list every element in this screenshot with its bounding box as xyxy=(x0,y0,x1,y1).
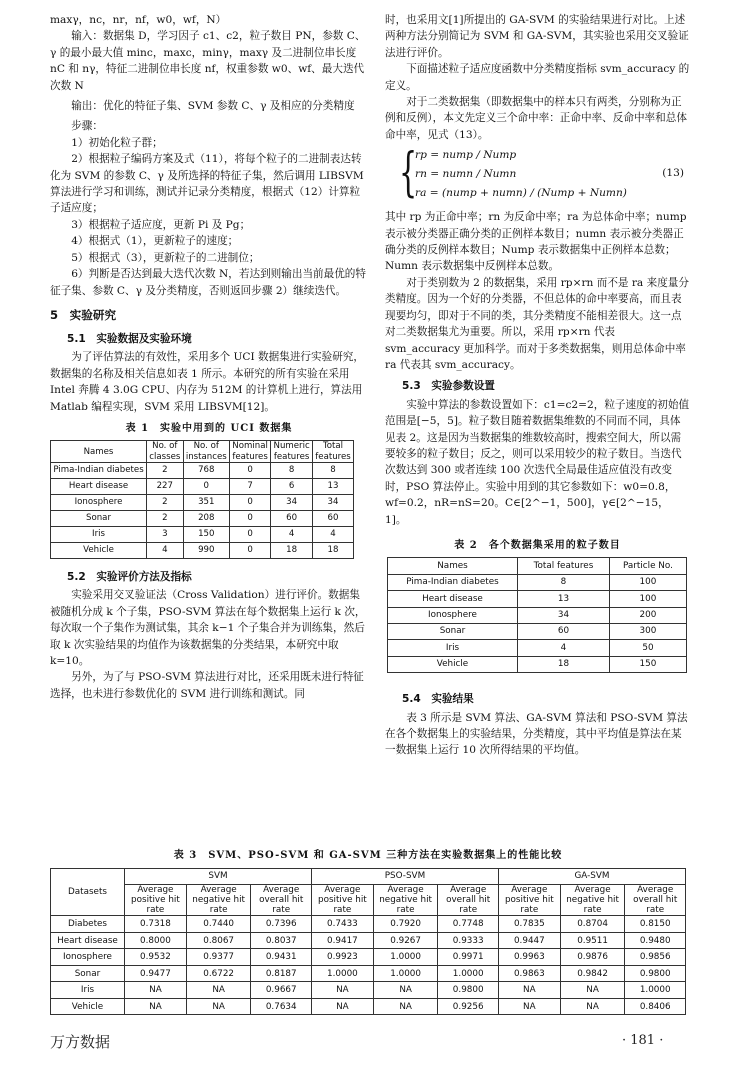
table-subheader-cell: Average positive hit rate xyxy=(125,885,187,916)
table-cell: 18 xyxy=(518,656,610,672)
table-cell: Vehicle xyxy=(51,543,147,559)
table-cell: 0.9417 xyxy=(311,932,373,949)
table-row xyxy=(51,527,354,543)
table-cell: 50 xyxy=(609,640,686,656)
table-cell: NA xyxy=(311,998,373,1015)
table-subheader-cell: Average negative hit rate xyxy=(560,885,625,916)
table-cell: 0 xyxy=(229,495,270,511)
paragraph: 实验采用交叉验证法（Cross Validation）进行评价。数据集被随机分成 k 个子集，PSO-SVM 算法在每个数据集上运行 k 次，每次取一个子集作为测试集，其余 k−1 个子集合并为训练集，然后取 k 次实验结果的均值作为该数据集的分类结果，本研究中取 k=10。 xyxy=(50,589,366,668)
table-cell: Iris xyxy=(51,982,125,999)
table-cell: Iris xyxy=(388,640,518,656)
table-row xyxy=(51,511,354,527)
table-cell: 0.7920 xyxy=(373,916,438,933)
table-cell: 60 xyxy=(313,511,354,527)
table-cell: Ionosphere xyxy=(51,949,125,966)
table-group-row xyxy=(51,868,686,885)
publisher-footer: 万方数据 xyxy=(50,1033,111,1051)
table2 xyxy=(387,557,687,673)
step-item: 2）根据粒子编码方案及式（11），将每个粒子的二进制表达转化为 SVM 的参数 C、γ 及所选择的特征子集，然后调用 LIBSVM 算法进行学习和训练，测试并记录分类精度，根据式（12）计算粒子适应度； xyxy=(50,153,364,215)
steps-label: 步骤： xyxy=(71,120,103,133)
subsection-heading: 5.2 实验评价方法及指标 xyxy=(66,571,192,584)
table1-caption: 表 1 实验中用到的 UCI 数据集 xyxy=(125,422,293,434)
table-cell: 0.9863 xyxy=(498,965,560,982)
subsection-heading: 5.1 实验数据及实验环境 xyxy=(66,332,192,345)
table-cell: 6 xyxy=(271,479,313,495)
paragraph: 下面描述粒子适应度函数中分类精度指标 svm_accuracy 的定义。 xyxy=(385,63,690,92)
text-line: maxγ，nc，nr，nf，w0，wf，N） xyxy=(50,14,227,26)
table-cell: Sonar xyxy=(388,624,518,640)
table-subheader-row xyxy=(51,885,686,916)
subsection-heading: 5.3 实验参数设置 xyxy=(401,380,495,393)
table-cell: 34 xyxy=(271,495,313,511)
table-cell: 0.7835 xyxy=(498,916,560,933)
table-cell: 0.9971 xyxy=(438,949,499,966)
table-cell: 2 xyxy=(147,495,184,511)
table-cell: 3 xyxy=(147,527,184,543)
table3-caption: 表 3 SVM、PSO-SVM 和 GA-SVM 三种方法在实验数据集上的性能比较 xyxy=(173,850,563,861)
equation-line: ra = (nump + numn) / (Nump + Numn) xyxy=(415,187,627,200)
table-header-cell: Names xyxy=(388,558,518,574)
table-cell: 0 xyxy=(229,463,270,479)
table-cell: 0.9800 xyxy=(438,982,499,999)
equation-line: rn = numn / Numn xyxy=(415,168,517,181)
table-cell: Ionosphere xyxy=(388,607,518,623)
table-cell: 0.9856 xyxy=(625,949,686,966)
table-header-cell: Numeric features xyxy=(271,441,313,463)
input-paragraph: 输入：数据集 D，学习因子 c1、c2，粒子数目 PN，参数 C、γ 的最小最大值 minc，maxc，minγ，maxγ 及二进制位串长度 nC 和 nγ，特征二进制位串长度 nf，权重参数 w0、wf、最大迭代次数 N xyxy=(50,30,366,92)
table-cell: Heart disease xyxy=(388,591,518,607)
paragraph: 实验中算法的参数设置如下：c1=c2=2，粒子速度的初始值范围是[−5，5]。粒子数目随着数据集维数的不同而不同，具体见表 2。这是因为当数据集的维数较高时，搜索空间大，所以需要较多的粒子数目；反之，则可以采用较少的粒子数目。当迭代次数达到 300 或者连续 100 次迭代全局最佳适应值没有改变时，PSO 算法停止。实验中用到的其它参数如下：w0=0.8，wf=0.2，nR=nS=20。C∈[2^−1，500]，γ∈[2^−15，1]。 xyxy=(385,398,690,526)
step-item: 4）根据式（1），更新粒子的速度； xyxy=(71,235,239,248)
table-cell: NA xyxy=(373,998,438,1015)
brace-symbol: { xyxy=(399,143,418,204)
table-cell: Vehicle xyxy=(51,998,125,1015)
table-cell: 4 xyxy=(147,543,184,559)
table-cell: 7 xyxy=(229,479,270,495)
table-cell: 0.9377 xyxy=(186,949,251,966)
table-cell: 1.0000 xyxy=(373,949,438,966)
table-subheader-cell: Average positive hit rate xyxy=(498,885,560,916)
table-cell: Vehicle xyxy=(388,656,518,672)
table-cell: 13 xyxy=(518,591,610,607)
table-cell: 0.9431 xyxy=(251,949,312,966)
table-cell: 0.9333 xyxy=(438,932,499,949)
table-cell: 60 xyxy=(271,511,313,527)
table-row xyxy=(51,982,686,999)
table-header-cell: Nominal features xyxy=(229,441,270,463)
equation-line: rp = nump / Nump xyxy=(415,149,517,162)
table-cell: 60 xyxy=(518,624,610,640)
table-row xyxy=(51,949,686,966)
table-cell: 208 xyxy=(183,511,229,527)
table-row xyxy=(51,479,354,495)
table-subheader-cell: Average negative hit rate xyxy=(186,885,251,916)
table-cell: 300 xyxy=(609,624,686,640)
table-subheader-cell: Average positive hit rate xyxy=(311,885,373,916)
table-cell: Sonar xyxy=(51,511,147,527)
table-subheader-cell: Average overall hit rate xyxy=(251,885,312,916)
table-cell: 34 xyxy=(313,495,354,511)
table-row xyxy=(388,624,687,640)
table-cell: 150 xyxy=(609,656,686,672)
step-item: 3）根据粒子适应度，更新 Pi 及 Pg； xyxy=(71,218,251,231)
table-cell: 0.7318 xyxy=(125,916,187,933)
table-cell: 0.8704 xyxy=(560,916,625,933)
table3 xyxy=(50,868,686,1016)
table-group-header: PSO-SVM xyxy=(311,868,498,885)
table-header-cell: Names xyxy=(51,441,147,463)
table-row xyxy=(388,640,687,656)
table-cell: 0.9876 xyxy=(560,949,625,966)
table-cell: 13 xyxy=(313,479,354,495)
table-cell: 0.6722 xyxy=(186,965,251,982)
table-cell: 0.9511 xyxy=(560,932,625,949)
table-cell: 0.9532 xyxy=(125,949,187,966)
table-cell: 18 xyxy=(313,543,354,559)
table-cell: 18 xyxy=(271,543,313,559)
table-cell: 0.7433 xyxy=(311,916,373,933)
table-cell: 34 xyxy=(518,607,610,623)
table-cell: 2 xyxy=(147,511,184,527)
table-cell: 4 xyxy=(313,527,354,543)
table-cell: NA xyxy=(560,982,625,999)
table-cell: NA xyxy=(125,998,187,1015)
table-group-header: SVM xyxy=(125,868,312,885)
table-row xyxy=(51,463,354,479)
table-cell: 0.8150 xyxy=(625,916,686,933)
table-cell: 0.9267 xyxy=(373,932,438,949)
table-cell: 4 xyxy=(271,527,313,543)
table-cell: Pima-Indian diabetes xyxy=(51,463,147,479)
table-header-cell: No. of instances xyxy=(183,441,229,463)
table-cell: 0.9923 xyxy=(311,949,373,966)
table-cell: 2 xyxy=(147,463,184,479)
table-cell: NA xyxy=(125,982,187,999)
output-paragraph: 输出：优化的特征子集、SVM 参数 C、γ 及相应的分类精度 xyxy=(71,100,355,113)
equation-13 xyxy=(385,145,690,207)
table-row xyxy=(388,607,687,623)
table-cell: 0.9963 xyxy=(498,949,560,966)
table-cell: 0.7748 xyxy=(438,916,499,933)
table3-block xyxy=(50,848,686,1015)
paragraph: 表 3 所示是 SVM 算法、GA-SVM 算法和 PSO-SVM 算法在各个数据集上的实验结果，分类精度，其中平均值是算法在某一数据集上运行 10 次所得结果的平均值。 xyxy=(385,711,688,757)
table-group-header: GA-SVM xyxy=(498,868,685,885)
table-cell: Diabetes xyxy=(51,916,125,933)
page-number: · 181 · xyxy=(622,1033,664,1048)
table-cell: 351 xyxy=(183,495,229,511)
paragraph: 时，也采用文[1]所提出的 GA-SVM 的实验结果进行对比。上述两种方法分别简记为 SVM 和 GA-SVM，其实验也采用交叉验证法进行评价。 xyxy=(385,14,689,59)
table-cell: 4 xyxy=(518,640,610,656)
table-cell: 1.0000 xyxy=(438,965,499,982)
table-row xyxy=(388,656,687,672)
table-subheader-cell: Average overall hit rate xyxy=(438,885,499,916)
table-cell: 0 xyxy=(229,527,270,543)
left-column xyxy=(50,12,368,702)
table-cell: 0.8406 xyxy=(625,998,686,1015)
step-item: 5）根据式（3），更新粒子的二进制位； xyxy=(71,251,260,264)
table-cell: 100 xyxy=(609,574,686,590)
step-item: 1）初始化粒子群； xyxy=(71,136,163,149)
table-subheader-cell: Average overall hit rate xyxy=(625,885,686,916)
table-cell: 0 xyxy=(183,479,229,495)
table-cell: 0.8067 xyxy=(186,932,251,949)
table-cell: Ionosphere xyxy=(51,495,147,511)
table-cell: 0 xyxy=(229,543,270,559)
table-cell: 8 xyxy=(518,574,610,590)
table-cell: 200 xyxy=(609,607,686,623)
table-cell: 100 xyxy=(609,591,686,607)
table-cell: NA xyxy=(186,998,251,1015)
table-cell: 0.7440 xyxy=(186,916,251,933)
table-row xyxy=(51,543,354,559)
table-subheader-cell: Average negative hit rate xyxy=(373,885,438,916)
table-header-cell: No. of classes xyxy=(147,441,184,463)
table-header-cell: Total features xyxy=(313,441,354,463)
section-heading: 5 实验研究 xyxy=(50,307,117,322)
table-cell: Heart disease xyxy=(51,479,147,495)
table-cell: 150 xyxy=(183,527,229,543)
table-cell: 0.7396 xyxy=(251,916,312,933)
table-cell: 8 xyxy=(271,463,313,479)
table-cell: 0.7634 xyxy=(251,998,312,1015)
table-row xyxy=(51,916,686,933)
table1 xyxy=(50,440,354,559)
table-cell: 0.9800 xyxy=(625,965,686,982)
table-cell: 0.9447 xyxy=(498,932,560,949)
table-cell: Sonar xyxy=(51,965,125,982)
table-cell: 8 xyxy=(313,463,354,479)
paragraph: 对于类别数为 2 的数据集，采用 rp×rn 而不是 ra 来度量分类精度。因为一个好的分类器，不但总体的命中率要高，而且表现要均匀，即对于不同的类，其分类精度不能相差很大。这一点对二类数据集尤为重要。所以，采用 rp×rn 代表 svm_accuracy 更加科学。而对于多类数据集，则用总体命中率 ra 代表其 svm_accuracy。 xyxy=(385,276,689,371)
table-cell: NA xyxy=(560,998,625,1015)
table-header-row xyxy=(388,558,687,574)
table-cell: 1.0000 xyxy=(625,982,686,999)
paragraph: 为了评估算法的有效性，采用多个 UCI 数据集进行实验研究，数据集的名称及相关信息如表 1 所示。本研究的所有实验在采用 Intel 奔腾 4 3.0G CPU、内存为 512M 的计算机上进行，算法用 Matlab 编程实现，SVM 采用 LIBSVM[12]。 xyxy=(50,351,364,413)
table-row xyxy=(388,574,687,590)
table-row xyxy=(388,591,687,607)
table-cell: NA xyxy=(311,982,373,999)
table-cell: 0.9256 xyxy=(438,998,499,1015)
table-cell: NA xyxy=(373,982,438,999)
table-cell: 990 xyxy=(183,543,229,559)
table-header-cell: Particle No. xyxy=(609,558,686,574)
table-cell: 0.9842 xyxy=(560,965,625,982)
step-item: 6）判断是否达到最大迭代次数 N，若达到则输出当前最优的特征子集、参数 C、γ 及分类精度，否则返回步骤 2）继续迭代。 xyxy=(50,268,366,297)
table-cell: 0.9480 xyxy=(625,932,686,949)
table-cell: 768 xyxy=(183,463,229,479)
table-header-row xyxy=(51,441,354,463)
table-row xyxy=(51,998,686,1015)
table-cell: 0.9667 xyxy=(251,982,312,999)
table-row xyxy=(51,932,686,949)
table-cell: 0.8187 xyxy=(251,965,312,982)
table-cell: 0.8037 xyxy=(251,932,312,949)
table-cell: 227 xyxy=(147,479,184,495)
subsection-heading: 5.4 实验结果 xyxy=(401,693,474,706)
table-cell: Iris xyxy=(51,527,147,543)
table-cell: NA xyxy=(498,982,560,999)
table-row xyxy=(51,965,686,982)
paragraph: 另外，为了与 PSO-SVM 算法进行对比，还采用既未进行特征选择，也未进行参数优化的 SVM 进行训练和测试。同 xyxy=(50,671,364,700)
table-header-cell: Total features xyxy=(518,558,610,574)
table-cell: NA xyxy=(186,982,251,999)
equation-number: (13) xyxy=(662,167,684,180)
table-cell: 0.8000 xyxy=(125,932,187,949)
right-column xyxy=(385,12,690,759)
table2-caption: 表 2 各个数据集采用的粒子数目 xyxy=(454,539,621,551)
table-header-cell: Datasets xyxy=(51,868,125,916)
paragraph: 对于二类数据集（即数据集中的样本只有两类，分别称为正例和反例），本文先定义三个命中率：正命中率、反命中率和总体命中率，见式（13）。 xyxy=(385,96,687,141)
table-cell: NA xyxy=(498,998,560,1015)
table-cell: Pima-Indian diabetes xyxy=(388,574,518,590)
table-row xyxy=(51,495,354,511)
table-cell: 1.0000 xyxy=(311,965,373,982)
table-cell: Heart disease xyxy=(51,932,125,949)
table-cell: 1.0000 xyxy=(373,965,438,982)
paragraph: 其中 rp 为正命中率；rn 为反命中率；ra 为总体命中率；nump 表示被分类器正确分类的正例样本数目；numn 表示被分类器正确分类的反例样本数目；Nump 表示数据集中正例样本总数；Numn 表示数据集中反例样本总数。 xyxy=(385,211,687,273)
table-cell: 0 xyxy=(229,511,270,527)
table-cell: 0.9477 xyxy=(125,965,187,982)
